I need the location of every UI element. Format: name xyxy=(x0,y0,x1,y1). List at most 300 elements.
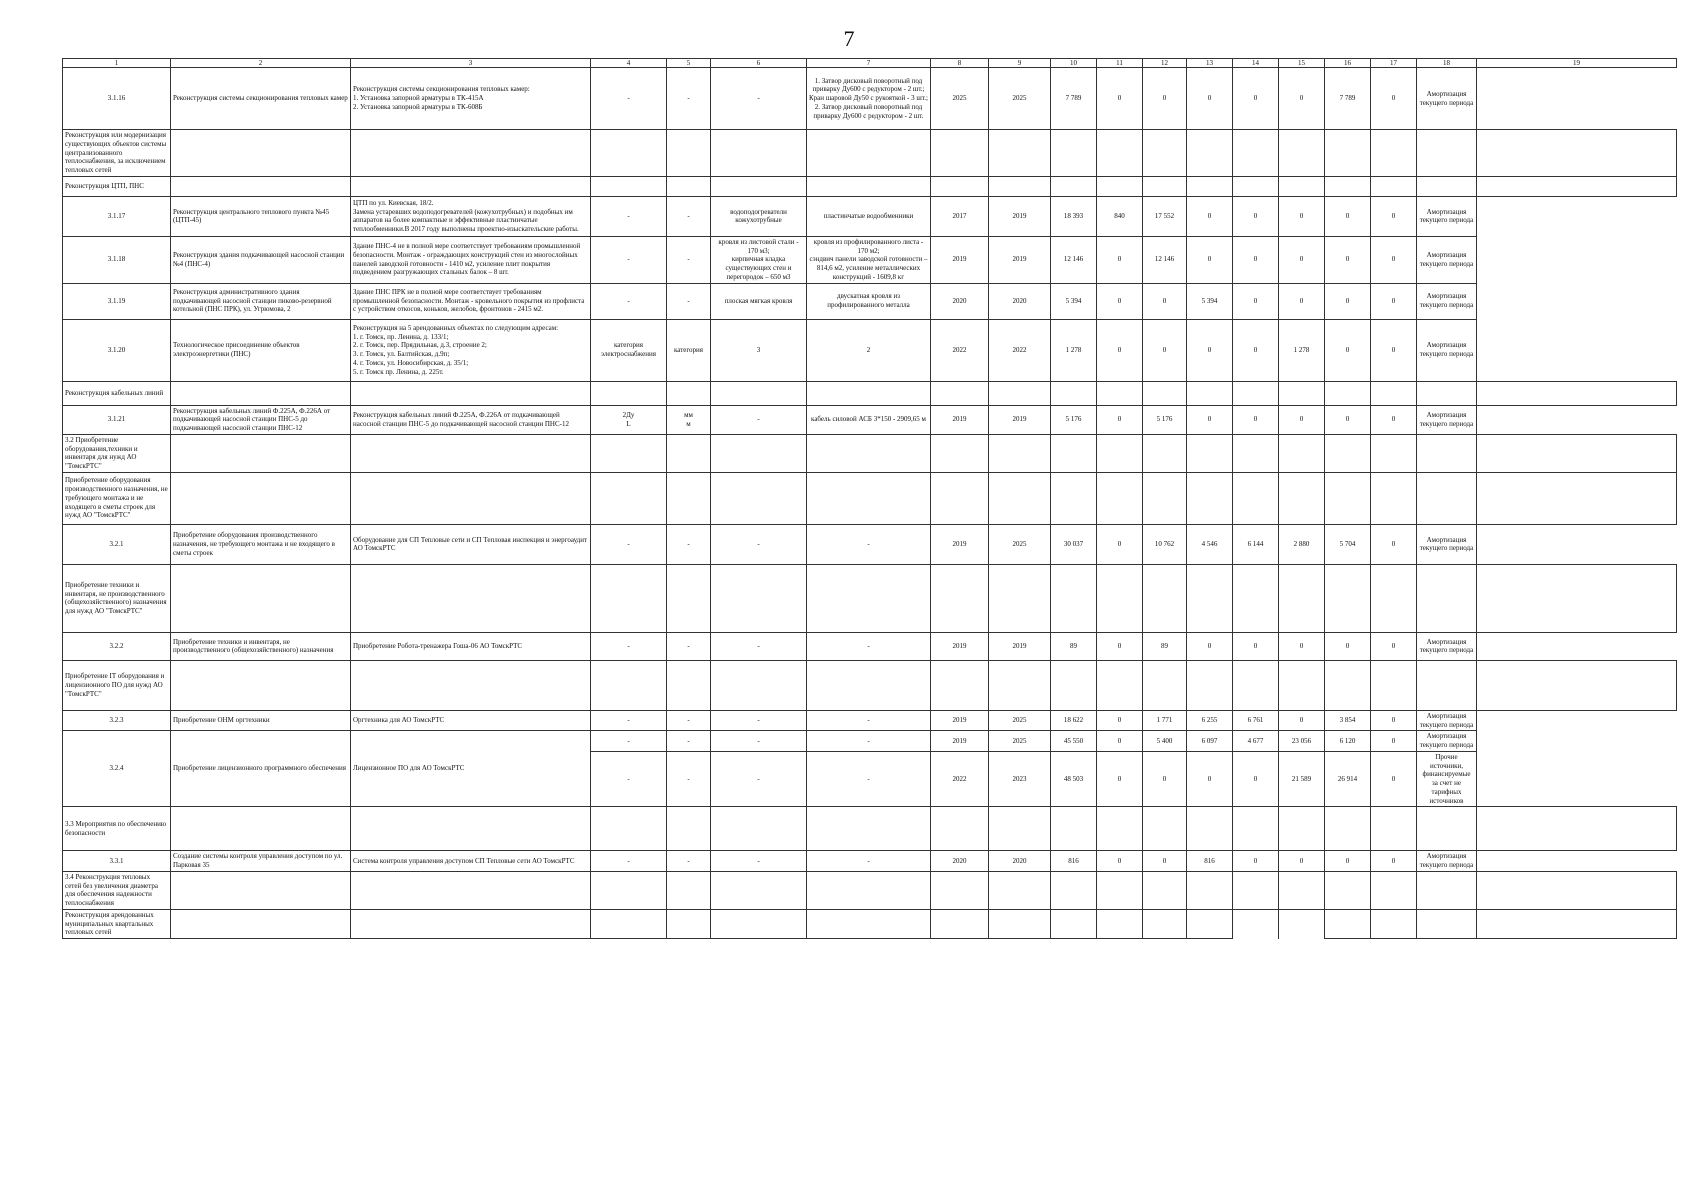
cost-col-18: 0 xyxy=(1371,236,1417,283)
value-before: - xyxy=(711,851,807,872)
table-row xyxy=(63,851,1677,872)
cost-col-16: 23 056 xyxy=(1279,731,1325,752)
cost-col-13: 0 xyxy=(1143,283,1187,319)
column-header: 5 xyxy=(667,59,711,68)
cost-col-14: 0 xyxy=(1187,319,1233,381)
unit: - xyxy=(667,283,711,319)
total-cost: 5 394 xyxy=(1051,283,1097,319)
empty-cell xyxy=(1187,660,1233,710)
cost-col-12: 0 xyxy=(1097,319,1143,381)
empty-cell xyxy=(989,909,1051,938)
value-before: плоская мягкая кровля xyxy=(711,283,807,319)
empty-cell xyxy=(1417,434,1477,472)
empty-cell xyxy=(807,871,931,909)
empty-cell xyxy=(667,660,711,710)
year-end: 2019 xyxy=(989,236,1051,283)
year-start: 2017 xyxy=(931,196,989,236)
unit: - xyxy=(667,632,711,660)
empty-cell xyxy=(1187,807,1233,851)
cost-col-16: 21 589 xyxy=(1279,751,1325,807)
value-after: - xyxy=(807,632,931,660)
cost-col-13: 0 xyxy=(1143,319,1187,381)
empty-cell xyxy=(1279,381,1325,405)
empty-cell xyxy=(931,909,989,938)
empty-cell xyxy=(1279,434,1325,472)
empty-cell xyxy=(351,130,591,177)
empty-cell xyxy=(171,564,351,632)
empty-cell xyxy=(807,807,931,851)
empty-cell xyxy=(171,472,351,524)
empty-cell xyxy=(351,871,591,909)
empty-cell xyxy=(1371,472,1417,524)
financing-source: Амортизация текущего периода xyxy=(1417,632,1477,660)
empty-cell xyxy=(1371,176,1417,196)
column-header: 3 xyxy=(351,59,591,68)
value-before: - xyxy=(711,751,807,807)
empty-cell xyxy=(1279,909,1325,938)
cost-col-12: 0 xyxy=(1097,524,1143,564)
total-cost: 5 176 xyxy=(1051,405,1097,434)
empty-cell xyxy=(989,564,1051,632)
empty-cell xyxy=(1233,176,1279,196)
empty-cell xyxy=(1325,381,1371,405)
project-name: Приобретение лицензионного программного обеспечения xyxy=(171,731,351,807)
section-label: Реконструкция кабельных линий xyxy=(63,381,171,405)
total-cost: 1 278 xyxy=(1051,319,1097,381)
empty-cell xyxy=(711,564,807,632)
empty-cell xyxy=(1233,381,1279,405)
cost-col-16: 1 278 xyxy=(1279,319,1325,381)
empty-cell xyxy=(1417,807,1477,851)
column-header: 7 xyxy=(807,59,931,68)
empty-cell xyxy=(1279,130,1325,177)
cost-col-12: 0 xyxy=(1097,751,1143,807)
project-name: Реконструкция системы секционирования тепловых камер xyxy=(171,68,351,130)
empty-cell xyxy=(1477,434,1677,472)
empty-cell xyxy=(1371,660,1417,710)
row-number: 3.2.2 xyxy=(63,632,171,660)
total-cost: 12 146 xyxy=(1051,236,1097,283)
row-number: 3.1.19 xyxy=(63,283,171,319)
project-description: Оргтехника для АО ТомскРТС xyxy=(351,710,591,731)
section-row xyxy=(63,176,1677,196)
unit-param: - xyxy=(591,851,667,872)
empty-cell xyxy=(711,472,807,524)
column-header: 9 xyxy=(989,59,1051,68)
cost-col-16: 0 xyxy=(1279,632,1325,660)
cost-col-15: 0 xyxy=(1233,851,1279,872)
column-header: 12 xyxy=(1143,59,1187,68)
year-end: 2019 xyxy=(989,405,1051,434)
empty-cell xyxy=(1371,130,1417,177)
financing-source: Амортизация текущего периода xyxy=(1417,319,1477,381)
unit: - xyxy=(667,68,711,130)
cost-col-18: 0 xyxy=(1371,405,1417,434)
column-header: 8 xyxy=(931,59,989,68)
empty-cell xyxy=(1187,871,1233,909)
empty-cell xyxy=(351,176,591,196)
unit: - xyxy=(667,524,711,564)
empty-cell xyxy=(171,807,351,851)
empty-cell xyxy=(171,871,351,909)
empty-cell xyxy=(1325,871,1371,909)
empty-cell xyxy=(1233,472,1279,524)
value-after: 2 xyxy=(807,319,931,381)
unit-param: - xyxy=(591,283,667,319)
section-label: 3.4 Реконструкция тепловых сетей без увеличения диаметра для обеспечения надежности теплоснабжения xyxy=(63,871,171,909)
empty-cell xyxy=(1051,660,1097,710)
empty-cell xyxy=(171,381,351,405)
financing-source: Амортизация текущего периода xyxy=(1417,283,1477,319)
empty-cell xyxy=(1417,871,1477,909)
empty-cell xyxy=(171,660,351,710)
value-before: кровля из листовой стали - 170 м3; кирпичная кладка существующих стен и перегородок – 650 м3 xyxy=(711,236,807,283)
financing-source: Амортизация текущего периода xyxy=(1417,851,1477,872)
row-number: 3.2.3 xyxy=(63,710,171,731)
cost-col-16: 0 xyxy=(1279,68,1325,130)
empty-cell xyxy=(1417,660,1477,710)
section-row xyxy=(63,434,1677,472)
empty-cell xyxy=(807,130,931,177)
cost-col-14: 0 xyxy=(1187,236,1233,283)
total-cost: 48 503 xyxy=(1051,751,1097,807)
empty-cell xyxy=(711,909,807,938)
empty-cell xyxy=(931,807,989,851)
section-label: Приобретение техники и инвентаря, не производственного (общехозяйственного) назначения для нужд АО "ТомскРТС" xyxy=(63,564,171,632)
value-before: 3 xyxy=(711,319,807,381)
empty-cell xyxy=(989,130,1051,177)
cost-col-12: 0 xyxy=(1097,283,1143,319)
empty-cell xyxy=(1477,381,1677,405)
year-end: 2019 xyxy=(989,632,1051,660)
empty-cell xyxy=(989,660,1051,710)
year-start: 2019 xyxy=(931,731,989,752)
financing-source: Амортизация текущего периода xyxy=(1417,731,1477,752)
empty-cell xyxy=(591,381,667,405)
unit-param: - xyxy=(591,632,667,660)
financing-source: Амортизация текущего периода xyxy=(1417,236,1477,283)
cost-col-17: 6 120 xyxy=(1325,731,1371,752)
section-row xyxy=(63,472,1677,524)
empty-cell xyxy=(1143,909,1187,938)
cost-col-17: 0 xyxy=(1325,319,1371,381)
unit: - xyxy=(667,851,711,872)
value-after: пластинчатые водообменники xyxy=(807,196,931,236)
section-row xyxy=(63,909,1677,938)
empty-cell xyxy=(591,434,667,472)
cost-col-12: 0 xyxy=(1097,68,1143,130)
empty-cell xyxy=(711,807,807,851)
unit-param: - xyxy=(591,236,667,283)
empty-cell xyxy=(351,807,591,851)
empty-cell xyxy=(1143,472,1187,524)
row-number: 3.3.1 xyxy=(63,851,171,872)
empty-cell xyxy=(989,871,1051,909)
cost-col-17: 0 xyxy=(1325,851,1371,872)
section-label: 3.2 Приобретение оборудования,техники и инвентаря для нужд АО "ТомскРТС" xyxy=(63,434,171,472)
cost-col-12: 0 xyxy=(1097,632,1143,660)
empty-cell xyxy=(667,381,711,405)
empty-cell xyxy=(807,381,931,405)
empty-cell xyxy=(1279,472,1325,524)
row-number: 3.1.18 xyxy=(63,236,171,283)
value-after: - xyxy=(807,751,931,807)
cost-col-17: 0 xyxy=(1325,196,1371,236)
value-after: - xyxy=(807,731,931,752)
year-end: 2019 xyxy=(989,196,1051,236)
empty-cell xyxy=(1097,381,1143,405)
cost-col-16: 0 xyxy=(1279,405,1325,434)
empty-cell xyxy=(1051,434,1097,472)
total-cost: 89 xyxy=(1051,632,1097,660)
empty-cell xyxy=(1097,564,1143,632)
column-header: 15 xyxy=(1279,59,1325,68)
empty-cell xyxy=(711,660,807,710)
empty-cell xyxy=(1097,472,1143,524)
cost-col-17: 0 xyxy=(1325,283,1371,319)
year-end: 2025 xyxy=(989,524,1051,564)
cost-col-12: 0 xyxy=(1097,731,1143,752)
section-row xyxy=(63,564,1677,632)
row-number: 3.1.20 xyxy=(63,319,171,381)
empty-cell xyxy=(1371,909,1417,938)
project-description: Реконструкция системы секционирования тепловых камер: 1. Установка запорной арматуры в ТК-415А 2. Установка запорной арматуры в ТК-608Б xyxy=(351,68,591,130)
cost-col-13: 89 xyxy=(1143,632,1187,660)
cost-col-16: 0 xyxy=(1279,851,1325,872)
table-row xyxy=(63,196,1677,236)
cost-col-15: 6 761 xyxy=(1233,710,1279,731)
cost-col-13: 5 176 xyxy=(1143,405,1187,434)
project-description: Система контроля управления доступом СП Тепловые сети АО ТомскРТС xyxy=(351,851,591,872)
empty-cell xyxy=(1143,564,1187,632)
row-number: 3.1.21 xyxy=(63,405,171,434)
project-description: Здание ПНС ПРК не в полной мере соответствует требованиям промышленной безопасности. Монтаж - кровельного покрытия из профлиста с устройством откосов, коньков, желобов, фронтонов - 2415 м2. xyxy=(351,283,591,319)
empty-cell xyxy=(351,909,591,938)
unit-param: - xyxy=(591,68,667,130)
cost-col-17: 0 xyxy=(1325,405,1371,434)
empty-cell xyxy=(171,434,351,472)
empty-cell xyxy=(989,381,1051,405)
cost-col-12: 0 xyxy=(1097,405,1143,434)
total-cost: 816 xyxy=(1051,851,1097,872)
unit: - xyxy=(667,196,711,236)
empty-cell xyxy=(1477,472,1677,524)
empty-cell xyxy=(667,909,711,938)
table-row xyxy=(63,68,1677,130)
project-name: Приобретение оборудования производственного назначения, не требующего монтажа и не входящего в сметы строек xyxy=(171,524,351,564)
unit: - xyxy=(667,731,711,752)
empty-cell xyxy=(807,660,931,710)
project-name: Технологическое присоединение объектов электроэнергетики (ПНС) xyxy=(171,319,351,381)
empty-cell xyxy=(351,434,591,472)
value-before: - xyxy=(711,405,807,434)
project-description: Лицензионное ПО для АО ТомскРТС xyxy=(351,731,591,807)
empty-cell xyxy=(1051,807,1097,851)
cost-col-13: 17 552 xyxy=(1143,196,1187,236)
empty-cell xyxy=(351,381,591,405)
empty-cell xyxy=(171,130,351,177)
row-number: 3.1.16 xyxy=(63,68,171,130)
empty-cell xyxy=(931,472,989,524)
cost-col-17: 0 xyxy=(1325,632,1371,660)
table-row xyxy=(63,236,1677,283)
value-after: - xyxy=(807,710,931,731)
empty-cell xyxy=(1371,381,1417,405)
empty-cell xyxy=(1477,871,1677,909)
cost-col-14: 0 xyxy=(1187,196,1233,236)
project-description: Приобретение Робота-тренажера Гоша-06 АО ТомскРТС xyxy=(351,632,591,660)
project-name: Приобретение ОНМ оргтехники xyxy=(171,710,351,731)
cost-col-16: 2 880 xyxy=(1279,524,1325,564)
column-header: 6 xyxy=(711,59,807,68)
cost-col-18: 0 xyxy=(1371,731,1417,752)
cost-col-12: 0 xyxy=(1097,710,1143,731)
cost-col-17: 5 704 xyxy=(1325,524,1371,564)
year-end: 2020 xyxy=(989,283,1051,319)
empty-cell xyxy=(1325,909,1371,938)
empty-cell xyxy=(1371,434,1417,472)
table-row xyxy=(63,710,1677,731)
cost-col-13: 12 146 xyxy=(1143,236,1187,283)
empty-cell xyxy=(1143,176,1187,196)
empty-cell xyxy=(1097,434,1143,472)
year-start: 2025 xyxy=(931,68,989,130)
unit-param: - xyxy=(591,196,667,236)
cost-col-15: 0 xyxy=(1233,751,1279,807)
project-description: Оборудование для СП Тепловые сети и СП Тепловая инспекция и энергоаудит АО ТомскРТС xyxy=(351,524,591,564)
year-end: 2025 xyxy=(989,731,1051,752)
empty-cell xyxy=(1325,660,1371,710)
empty-cell xyxy=(351,660,591,710)
column-header: 10 xyxy=(1051,59,1097,68)
empty-cell xyxy=(807,434,931,472)
row-number: 3.2.1 xyxy=(63,524,171,564)
empty-cell xyxy=(591,564,667,632)
cost-col-14: 816 xyxy=(1187,851,1233,872)
column-header: 17 xyxy=(1371,59,1417,68)
year-start: 2020 xyxy=(931,283,989,319)
cost-col-15: 0 xyxy=(1233,405,1279,434)
value-after: двускатная кровля из профилированного металла xyxy=(807,283,931,319)
year-end: 2025 xyxy=(989,710,1051,731)
cost-col-18: 0 xyxy=(1371,68,1417,130)
financing-source: Прочие источники, финансируемые за счет не тарифных источников xyxy=(1417,751,1477,807)
empty-cell xyxy=(1233,130,1279,177)
empty-cell xyxy=(667,434,711,472)
empty-cell xyxy=(667,472,711,524)
cost-col-14: 5 394 xyxy=(1187,283,1233,319)
cost-col-17: 3 854 xyxy=(1325,710,1371,731)
empty-cell xyxy=(1051,381,1097,405)
total-cost: 30 037 xyxy=(1051,524,1097,564)
empty-cell xyxy=(1097,909,1143,938)
column-header: 14 xyxy=(1233,59,1279,68)
empty-cell xyxy=(1325,434,1371,472)
empty-cell xyxy=(807,176,931,196)
value-after: кабель силовой АСБ 3*150 - 2909,65 м xyxy=(807,405,931,434)
column-header: 19 xyxy=(1477,59,1677,68)
empty-cell xyxy=(1051,871,1097,909)
financing-source: Амортизация текущего периода xyxy=(1417,710,1477,731)
table-row xyxy=(63,405,1677,434)
empty-cell xyxy=(171,176,351,196)
year-start: 2022 xyxy=(931,751,989,807)
cost-col-15: 6 144 xyxy=(1233,524,1279,564)
cost-col-15: 4 677 xyxy=(1233,731,1279,752)
empty-cell xyxy=(989,807,1051,851)
column-header: 4 xyxy=(591,59,667,68)
project-description: Реконструкция кабельных линий Ф.225А, Ф.226А от подкачивающей насосной станции ПНС-5 до подкачивающей насосной станции ПНС-12 xyxy=(351,405,591,434)
cost-col-15: 0 xyxy=(1233,283,1279,319)
empty-cell xyxy=(1233,807,1279,851)
section-row xyxy=(63,807,1677,851)
financing-source: Амортизация текущего периода xyxy=(1417,524,1477,564)
financing-source: Амортизация текущего периода xyxy=(1417,405,1477,434)
project-description: ЦТП по ул. Киевская, 18/2. Замена устаревших водоподогревателей (кожухотрубных) и подобных им аппаратов на более компактные и эффективные пластинчатые теплообменники.В 2017 году выполнены проектно-изыскательские работы. xyxy=(351,196,591,236)
empty-cell xyxy=(807,472,931,524)
empty-cell xyxy=(1097,660,1143,710)
year-start: 2019 xyxy=(931,710,989,731)
column-header: 2 xyxy=(171,59,351,68)
section-label: Реконструкция или модернизация существующих объектов системы централизованного теплоснабжения, за исключением тепловых сетей xyxy=(63,130,171,177)
year-end: 2020 xyxy=(989,851,1051,872)
cost-col-13: 0 xyxy=(1143,68,1187,130)
cost-col-15: 0 xyxy=(1233,196,1279,236)
empty-cell xyxy=(351,472,591,524)
empty-cell xyxy=(1477,176,1677,196)
column-header: 16 xyxy=(1325,59,1371,68)
section-label: 3.3 Мероприятия по обеспечению безопасности xyxy=(63,807,171,851)
unit-param: 2Ду L xyxy=(591,405,667,434)
empty-cell xyxy=(1477,660,1677,710)
cost-col-13: 1 771 xyxy=(1143,710,1187,731)
empty-cell xyxy=(1143,871,1187,909)
empty-cell xyxy=(1325,807,1371,851)
empty-cell xyxy=(1097,130,1143,177)
empty-cell xyxy=(1371,564,1417,632)
cost-col-15: 0 xyxy=(1233,68,1279,130)
empty-cell xyxy=(931,381,989,405)
year-start: 2022 xyxy=(931,319,989,381)
empty-cell xyxy=(1477,564,1677,632)
unit-param: категория электроснабжения xyxy=(591,319,667,381)
empty-cell xyxy=(1325,176,1371,196)
cost-col-12: 0 xyxy=(1097,236,1143,283)
empty-cell xyxy=(591,130,667,177)
total-cost: 18 622 xyxy=(1051,710,1097,731)
empty-cell xyxy=(667,564,711,632)
empty-cell xyxy=(591,807,667,851)
empty-cell xyxy=(1477,909,1677,938)
empty-cell xyxy=(931,660,989,710)
investment-program-table xyxy=(62,58,1677,939)
cost-col-16: 0 xyxy=(1279,283,1325,319)
column-header: 11 xyxy=(1097,59,1143,68)
section-row xyxy=(63,660,1677,710)
year-start: 2019 xyxy=(931,405,989,434)
empty-cell xyxy=(1279,660,1325,710)
cost-col-17: 0 xyxy=(1325,236,1371,283)
unit-param: - xyxy=(591,731,667,752)
empty-cell xyxy=(1143,660,1187,710)
empty-cell xyxy=(1417,130,1477,177)
cost-col-17: 26 914 xyxy=(1325,751,1371,807)
empty-cell xyxy=(171,909,351,938)
empty-cell xyxy=(1417,564,1477,632)
cost-col-15: 0 xyxy=(1233,632,1279,660)
empty-cell xyxy=(1279,807,1325,851)
value-before: водоподогреватели кожухотрубные xyxy=(711,196,807,236)
